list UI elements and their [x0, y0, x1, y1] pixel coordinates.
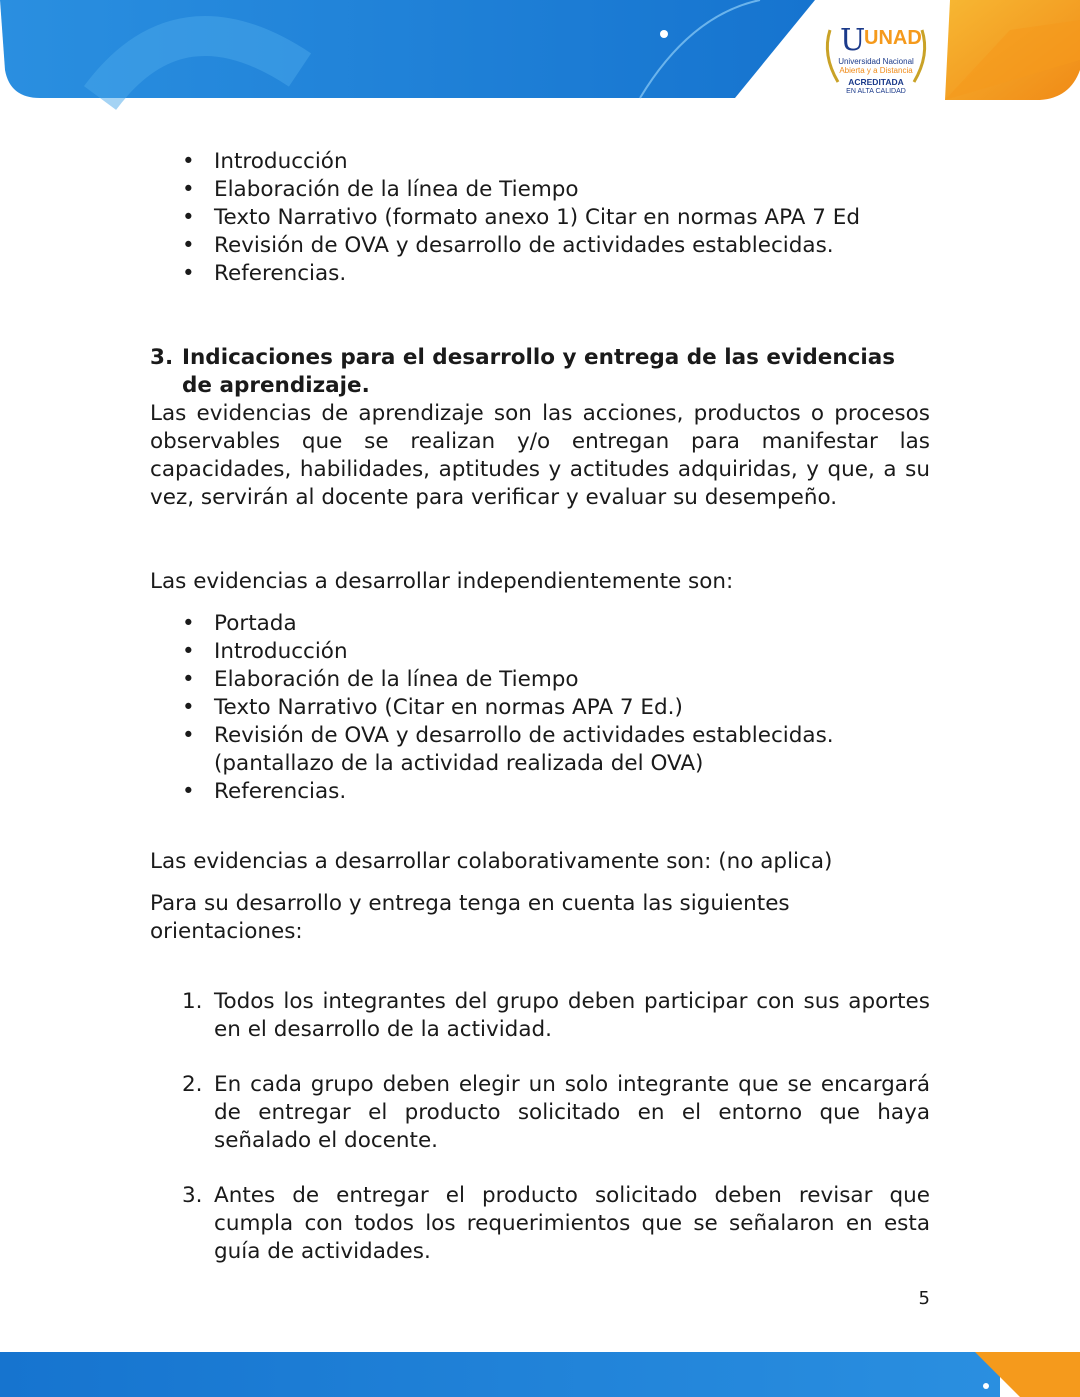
individual-evidence-label: Las evidencias a desarrollar independientemente son:: [150, 569, 734, 594]
list-item: • Introducción: [182, 639, 348, 664]
list-item: • Texto Narrativo (formato anexo 1) Citar en normas APA 7 Ed: [182, 205, 860, 230]
section-3-intro: Las evidencias de aprendizaje son las acciones, productos o procesos observables que se realizan y/o entregan para manifestar las capacidades, habilidades, aptitudes y actitudes adquiridas, y que, a su vez, servirán al docente para verificar y evaluar su desempeño.: [150, 401, 930, 510]
list-item: 3. Antes de entregar el producto solicitado deben revisar que cumpla con todos los requerimientos que se señalaron en esta guía de actividades.: [182, 1183, 930, 1264]
document-body: [150, 148, 930, 1266]
list-item: • Introducción: [182, 149, 348, 174]
section-3-heading: 3. Indicaciones para el desarrollo y entrega de las evidencias de aprendizaje.: [150, 345, 896, 398]
orientations-label: Para su desarrollo y entrega tenga en cuenta las siguientes orientaciones:: [150, 891, 790, 944]
page-number: 5: [918, 1288, 930, 1309]
list-item: • Referencias.: [182, 779, 347, 804]
svg-text:EN ALTA CALIDAD: EN ALTA CALIDAD: [846, 88, 906, 95]
list-item: • Revisión de OVA y desarrollo de actividades establecidas.(pantallazo de la actividad realizada del OVA): [182, 723, 834, 776]
svg-text:Abierta y a Distancia: Abierta y a Distancia: [839, 66, 913, 75]
collaborative-evidence-label: Las evidencias a desarrollar colaborativamente son: (no aplica): [150, 849, 833, 874]
footer-banner: [0, 1352, 1080, 1397]
list-item: 2. En cada grupo deben elegir un solo integrante que se encargará de entregar el producto solicitado en el entorno que haya señalado el docente.: [182, 1072, 930, 1153]
bullet-list-top: [150, 148, 930, 288]
list-item: • Referencias.: [182, 261, 347, 286]
orientations-list: [150, 988, 930, 1266]
list-item: • Texto Narrativo (Citar en normas APA 7 Ed.): [182, 695, 683, 720]
list-item: • Elaboración de la línea de Tiempo: [182, 177, 579, 202]
svg-text:UNAD: UNAD: [864, 27, 922, 49]
bullet-list-evidences: [150, 610, 930, 806]
svg-text:ACREDITADA: ACREDITADA: [848, 77, 904, 87]
list-item: • Portada: [182, 611, 297, 636]
list-item: 1. Todos los integrantes del grupo deben participar con sus aportes en el desarrollo de la actividad.: [182, 989, 930, 1042]
list-item: • Elaboración de la línea de Tiempo: [182, 667, 579, 692]
list-item: • Revisión de OVA y desarrollo de actividades establecidas.: [182, 233, 834, 258]
logo-u: U: [840, 23, 866, 58]
unad-logo: [820, 10, 932, 98]
svg-text:Universidad Nacional: Universidad Nacional: [838, 57, 914, 66]
